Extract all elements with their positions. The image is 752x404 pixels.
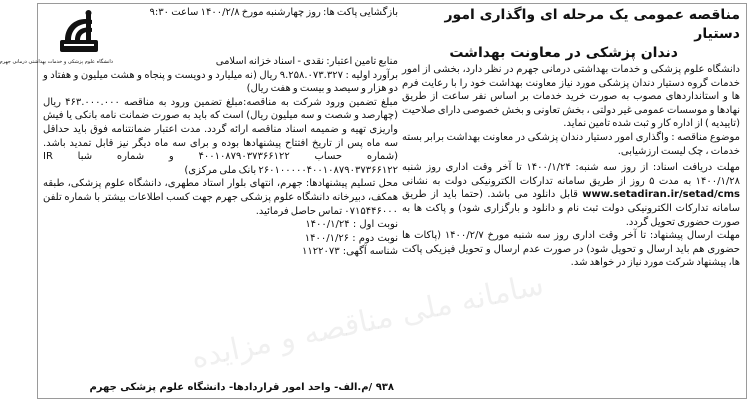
notice-subtitle: دندان پزشکی در معاونت بهداشت — [449, 45, 678, 61]
logo-caption: دانشگاه علوم پزشکی و خدمات بهداشتی درمانی جهرم — [0, 59, 113, 65]
intro-paragraph: دانشگاه علوم پزشکی و خدمات بهداشتی درمانی جهرم در نظر دارد، بخشی از امور خدمات گروه دستیار دندان پزشکی مورد نیاز معاونت بهداشت خود را با رعایت فرم ها و استانداردهای مصوب به صورت خرید خدمات بر اساس نفر ساعت از طریق نهادها و موسسات عمومی غیر دولتی ، بخش تعاونی و بخش خصوصی دارای صلاحیت (تاییدیه ) از اداره کار و ثبت شده تامین نماید. — [402, 64, 740, 130]
funding-text: منابع تامین اعتبار: نقدی - اسناد خزانه اسلامی — [215, 56, 398, 67]
submission-deadline-paragraph: مهلت ارسال پیشنهاد: تا آخر وقت اداری روز سه شنبه مورخ ۱۴۰۰/۲/۷ (پاکات ها حضوری هم باید ارسال و تحویل شود) در صورت عدم ارسال و تحویل فیزیکی پاکت ها، پیشنهاد شرکت مورد نیاز در خواهد شد. — [402, 230, 740, 269]
second-publication: نوبت دوم : ۱۴۰۰/۱/۲۶ — [304, 232, 398, 244]
document-deadline-text-2: قابل دانلود می باشد. (حتما باید از طریق سامانه تدارکات الکترونیکی دولت ثبت نام و دانلود و بارگزاری شود) و پاکت ها به صورت حضوری تحویل گردد. — [402, 189, 740, 228]
opening-block — [122, 6, 398, 20]
document-deadline-text: مهلت دریافت اسناد: از روز سه شنبه: ۱۴۰۰/۱/۲۴ تا آخر وقت اداری روز شنبه ۱۴۰۰/۱/۲۸ به مدت ۵ روز از طریق سامانه تدارکات الکترونیکی دولت به نشانی — [402, 162, 741, 187]
document-deadline-paragraph — [402, 161, 740, 229]
ad-id: شناسه آگهی: ۱۱۲۲۰۷۳ — [301, 246, 398, 258]
watermark: سامانه ملی مناقصه و مزایده — [188, 267, 547, 376]
notice-frame — [0, 3, 747, 399]
opening-text: بازگشایی پاکت ها: روز چهارشنبه مورخ ۱۴۰۰/۲/۸ ساعت ۹:۳۰ — [149, 7, 398, 18]
notice-title: مناقصه عمومی یک مرحله ای واگذاری امور دستیار — [444, 7, 740, 42]
university-logo — [0, 10, 113, 66]
right-column — [402, 6, 740, 396]
setad-link[interactable]: www.setadiran.ir/setad/cms — [582, 189, 740, 201]
delivery-text: محل تسلیم پیشنهادها: جهرم، انتهای بلوار استاد مطهری، دانشگاه علوم پزشکی، طبقه همکف، دبیرخانه دانشگاه علوم پزشکی جهرم جهت کسب اطلاعات بیشتر با شماره تلفن ۰۷۱۵۴۴۶۰۰۰ تماس حاصل فرمائید. — [43, 178, 398, 217]
university-emblem-icon — [59, 10, 99, 54]
left-column — [0, 6, 398, 396]
notice-footer: ۹۳۸ /م.الف- واحد امور قراردادها- دانشگاه علوم پزشکی جهرم — [89, 382, 394, 393]
subject-paragraph: موضوع مناقصه : واگذاری امور دستیار دندان پزشکی در معاونت بهداشت برابر بسته خدمات ، چک لیست ارزشیابی. — [402, 131, 740, 157]
first-publication: نوبت اول : ۱۴۰۰/۱/۲۴ — [305, 219, 398, 231]
guarantee-text: مبلغ تضمین ورود شرکت به مناقصه:مبلغ تضمین ورود به مناقصه ۴۶۳.۰۰۰.۰۰۰ ریال (چهارصد و شصت و سه میلیون ریال) است که باید به صورت ضمانت نامه بانکی یا فیش واریزی تهیه و ضمیمه اسناد مناقصه ارائه گردد. مدت اعتبار ضمانتنامه فوق باید حداقل سه ماه پس از تاریخ افتتاح پیشنهادها بوده و برای سه ماه دیگر نیز قابل تمدید باشد. (شماره حساب ۴۰۰۱۰۸۷۹۰۳۷۳۶۶۱۲۲ و شماره شبا IR ۲۶۰۱۰۰۰۰۰۴۰۰۱۰۸۷۹۰۳۷۳۶۶۱۲۲ بانک ملی مرکزی) — [43, 96, 398, 176]
estimate-text: برآورد اولیه : ۹.۲۵۸.۰۷۳.۳۲۷ ریال (نه میلیارد و دویست و پنجاه و هشت میلیون و هفتاد و دو هزار و سیصد و بیست و هفت ریال) — [43, 69, 398, 95]
